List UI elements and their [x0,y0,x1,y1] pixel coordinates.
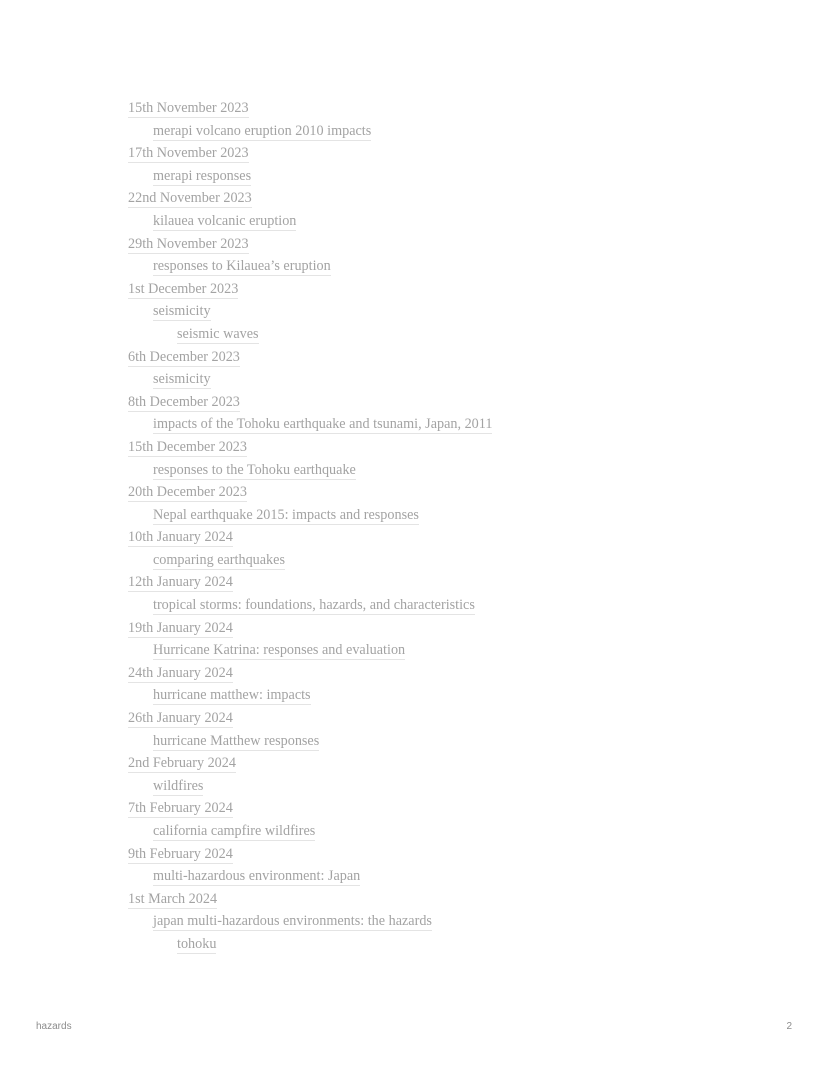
toc-entry-topic [0,256,828,279]
toc-entry-topic [0,414,828,437]
toc-link[interactable]: 6th December 2023 [128,348,240,365]
toc-entry-topic [0,731,828,754]
toc-link[interactable]: seismic waves [177,325,259,342]
footer-document-title: hazards [36,1021,72,1032]
toc-link[interactable]: seismicity [153,371,211,388]
toc-link[interactable]: seismicity [153,303,211,320]
toc-link[interactable]: tropical storms: foundations, hazards, and characteristics [153,597,475,614]
toc-link[interactable]: hurricane Matthew responses [153,732,320,749]
toc-link[interactable]: responses to the Tohoku earthquake [153,461,356,478]
toc-link[interactable]: merapi responses [153,167,252,184]
toc-link[interactable]: 15th December 2023 [128,438,247,455]
toc-link[interactable]: 7th February 2024 [128,800,233,817]
toc-link[interactable]: california campfire wildfires [153,823,316,839]
toc-link[interactable]: 24th January 2024 [128,664,233,681]
toc-entry-date [0,527,828,550]
toc-entry-date [0,798,828,821]
toc-link[interactable]: impacts of the Tohoku earthquake and tsunami, Japan, 2011 [153,416,493,433]
toc-entry-topic [0,460,828,483]
toc-entry-date [0,708,828,731]
toc-entry-topic [0,640,828,663]
toc-entry-date [0,572,828,595]
toc-entry-topic [0,166,828,189]
toc-link[interactable]: 15th November 2023 [128,100,249,116]
toc-entry-subtopic [0,324,828,347]
toc-entry-date [0,753,828,776]
toc-link[interactable]: hurricane matthew: impacts [153,687,311,704]
toc-entry-date [0,437,828,460]
toc-link[interactable]: 2nd February 2024 [128,755,236,772]
toc-link[interactable]: 29th November 2023 [128,235,249,252]
toc-entry-date [0,663,828,686]
toc-entry-topic [0,301,828,324]
toc-link[interactable]: 8th December 2023 [128,393,240,410]
toc-link[interactable]: 17th November 2023 [128,145,249,162]
toc-entry-date [0,618,828,641]
toc-entry-date [0,234,828,257]
toc-entry-subtopic [0,934,828,957]
toc-entry-date [0,279,828,302]
toc-link[interactable]: kilauea volcanic eruption [153,212,297,229]
toc-link[interactable]: 19th January 2024 [128,619,233,636]
toc-entry-topic [0,685,828,708]
toc-entry-date [0,392,828,415]
toc-link[interactable]: tohoku [177,935,217,952]
toc-link[interactable]: 22nd November 2023 [128,190,252,207]
toc-entry-topic [0,595,828,618]
toc-link[interactable]: merapi volcano eruption 2010 impacts [153,122,372,139]
toc-entry-topic [0,866,828,889]
footer-page-number: 2 [786,1021,792,1032]
toc-link[interactable]: 12th January 2024 [128,574,233,591]
toc-link[interactable]: Hurricane Katrina: responses and evaluation [153,642,406,659]
toc-entry-date [0,98,828,121]
toc-entry-date [0,188,828,211]
toc-entry-topic [0,505,828,528]
toc-entry-topic [0,211,828,234]
toc-link[interactable]: 10th January 2024 [128,529,233,546]
table-of-contents [0,98,828,957]
toc-link[interactable]: 26th January 2024 [128,710,233,727]
toc-entry-topic [0,369,828,392]
toc-link[interactable]: comparing earthquakes [153,551,285,568]
toc-link[interactable]: Nepal earthquake 2015: impacts and responses [153,506,419,523]
toc-link[interactable]: 1st December 2023 [128,280,239,297]
toc-entry-date [0,482,828,505]
toc-entry-date [0,844,828,867]
toc-link[interactable]: japan multi-hazardous environments: the hazards [153,913,432,930]
toc-entry-date [0,889,828,912]
toc-link[interactable]: wildfires [153,777,204,794]
toc-link[interactable]: multi-hazardous environment: Japan [153,868,361,885]
toc-entry-topic [0,121,828,144]
toc-entry-topic [0,550,828,573]
toc-entry-date [0,143,828,166]
toc-entry-topic [0,821,828,844]
toc-link[interactable]: 20th December 2023 [128,484,247,501]
toc-entry-topic [0,776,828,799]
toc-link[interactable]: 1st March 2024 [128,890,218,907]
toc-link[interactable]: responses to Kilauea’s eruption [153,258,331,275]
toc-entry-topic [0,911,828,934]
toc-entry-date [0,347,828,370]
toc-link[interactable]: 9th February 2024 [128,845,233,862]
